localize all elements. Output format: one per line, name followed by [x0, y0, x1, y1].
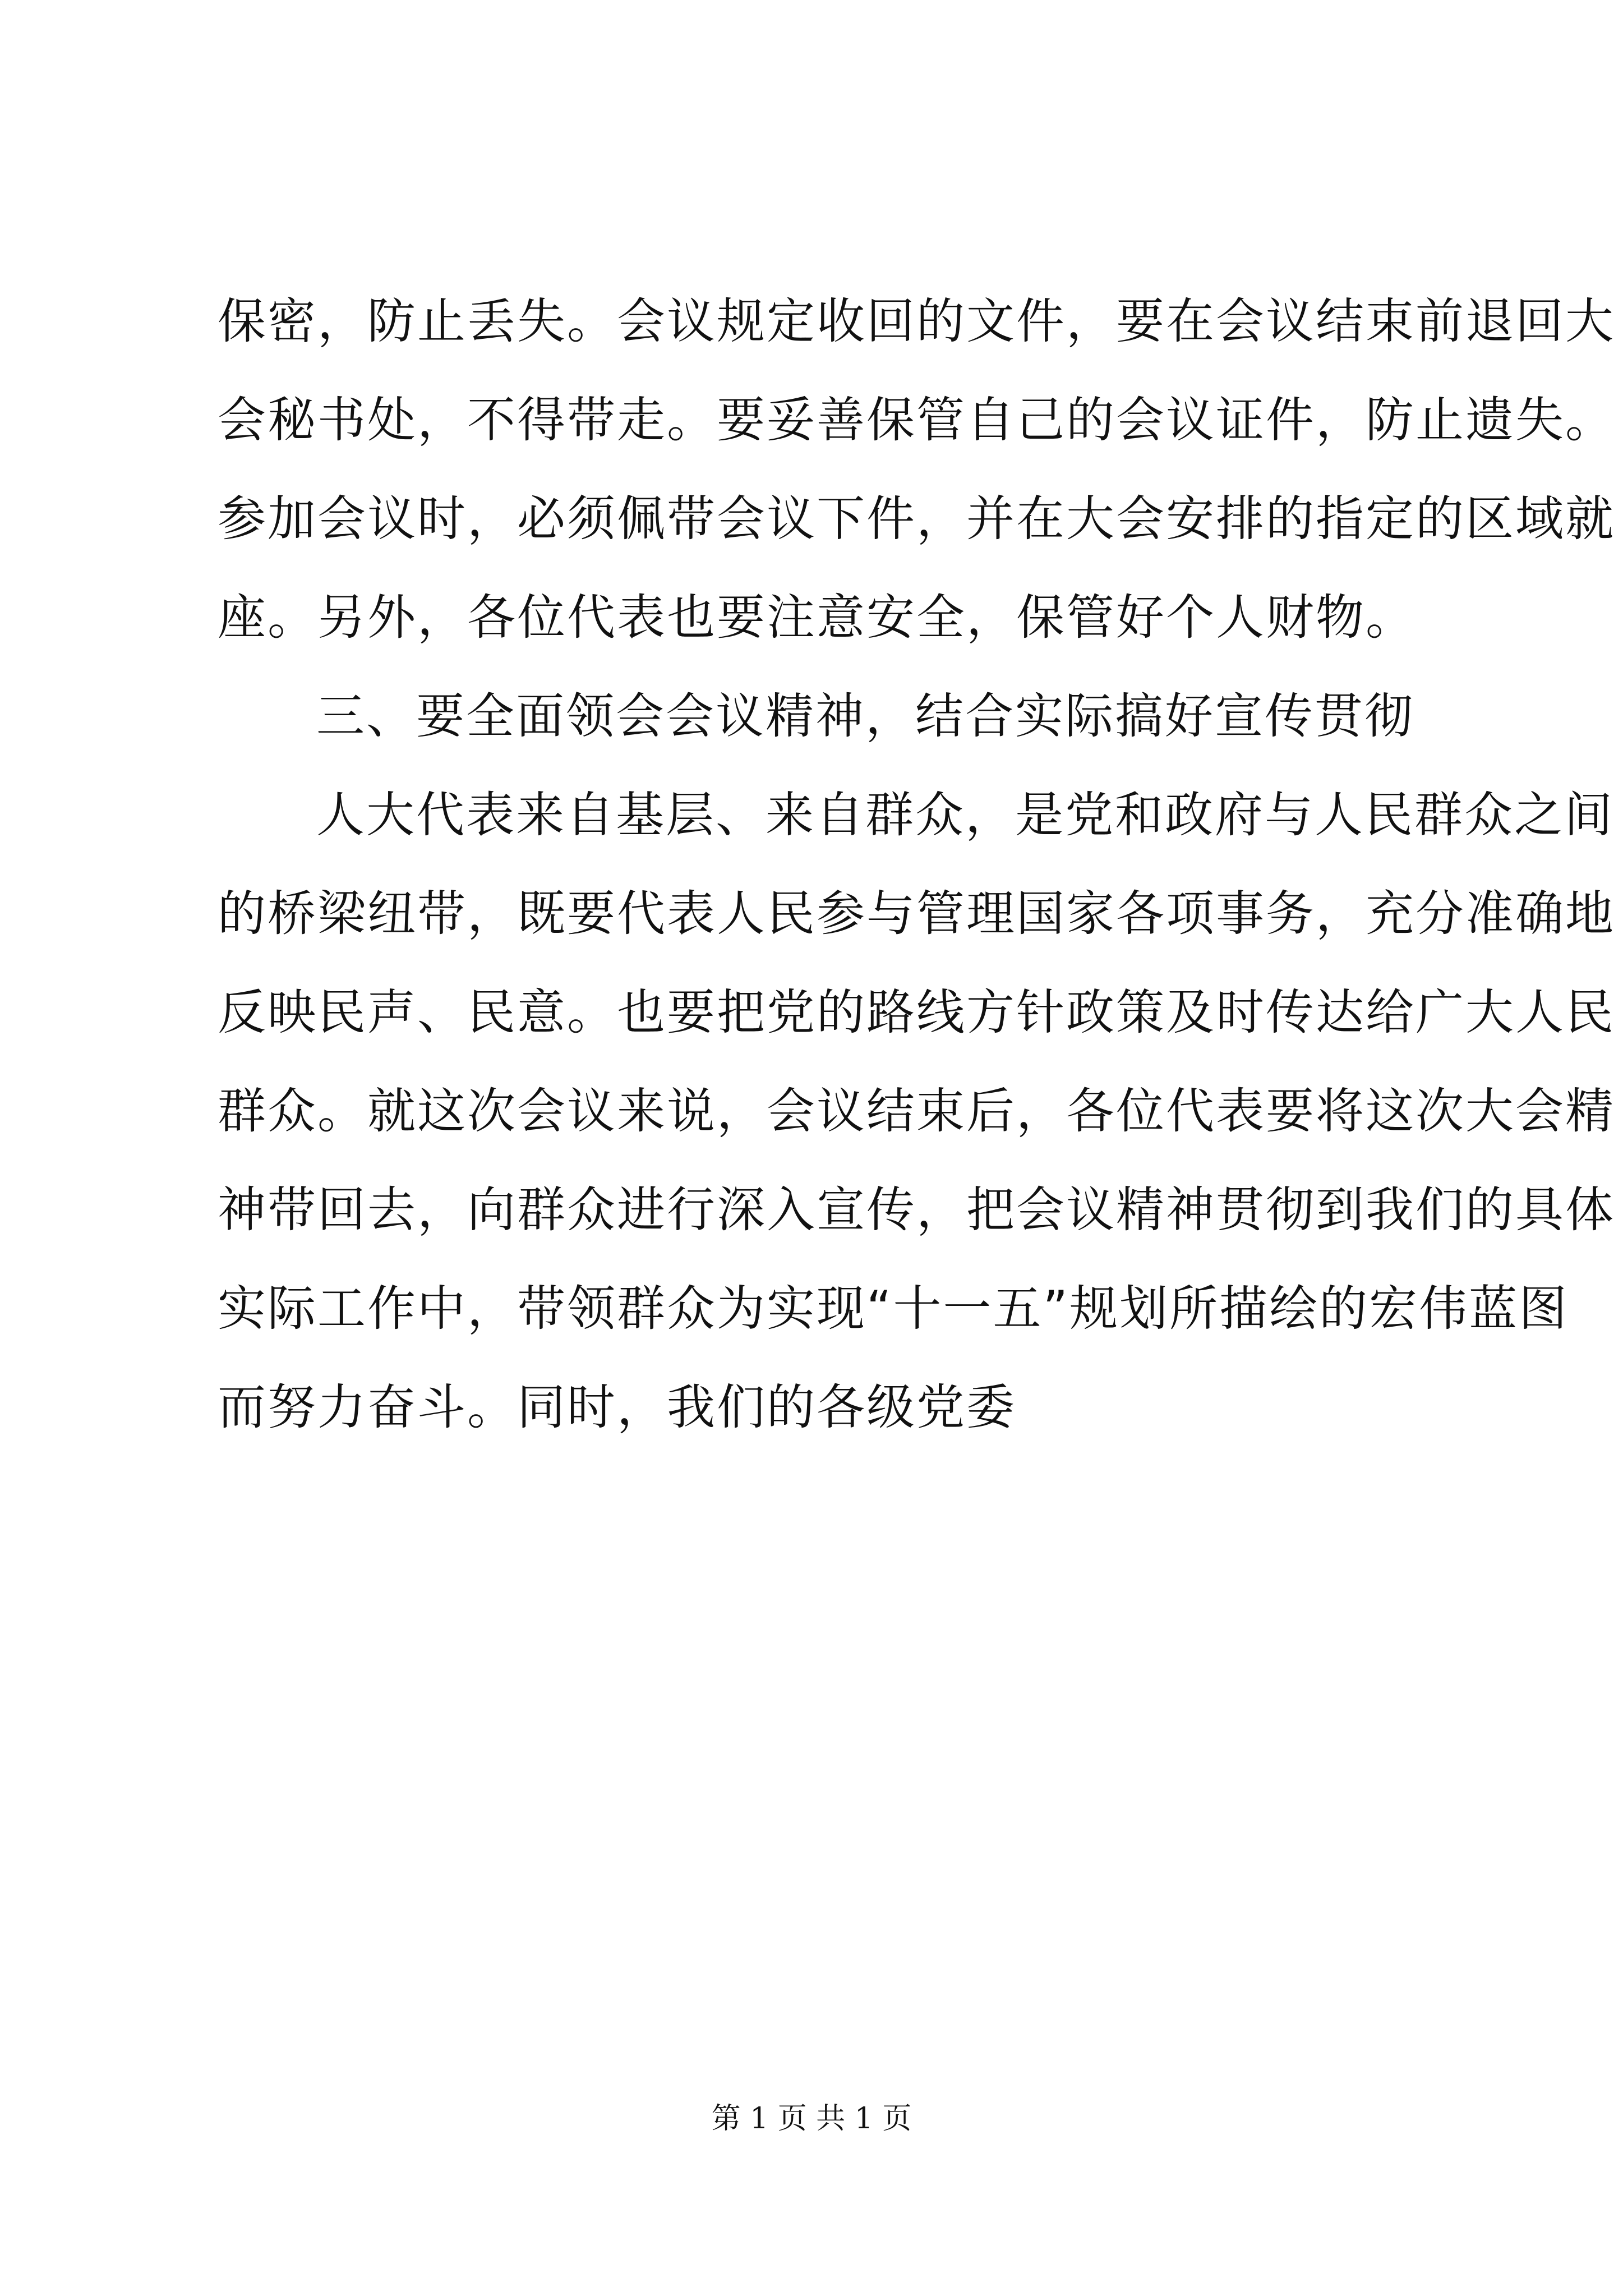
body-line: 神带回去，向群众进行深入宣传，把会议精神贯彻到我们的具体: [218, 1182, 1615, 1238]
body-line: 反映民声、民意。也要把党的路线方针政策及时传达给广大人民: [218, 984, 1615, 1041]
body-line: 实际工作中，带领群众为实现“十一五”规划所描绘的宏伟蓝图: [218, 1281, 1569, 1337]
body-line: 人大代表来自基层、来自群众，是党和政府与人民群众之间: [316, 787, 1614, 843]
document-body: [218, 272, 1615, 1457]
body-line: 群众。就这次会议来说，会议结束后，各位代表要将这次大会精: [218, 1083, 1615, 1139]
section-heading: 三、要全面领会会议精神，结合实际搞好宣传贯彻: [316, 688, 1414, 744]
body-line: 保密，防止丢失。会议规定收回的文件，要在会议结束前退回大: [218, 293, 1615, 349]
body-line: 而努力奋斗。同时，我们的各级党委: [218, 1379, 1016, 1435]
body-line: 座。另外，各位代表也要注意安全，保管好个人财物。: [218, 590, 1415, 646]
body-line: 会秘书处，不得带走。要妥善保管自己的会议证件，防止遗失。: [218, 392, 1615, 448]
body-line: 参加会议时，必须佩带会议下件，并在大会安排的指定的区域就: [218, 491, 1615, 547]
body-line: 的桥梁纽带，既要代表人民参与管理国家各项事务，充分准确地: [218, 886, 1615, 942]
page-footer: 第 1 页 共 1 页: [711, 2102, 912, 2136]
